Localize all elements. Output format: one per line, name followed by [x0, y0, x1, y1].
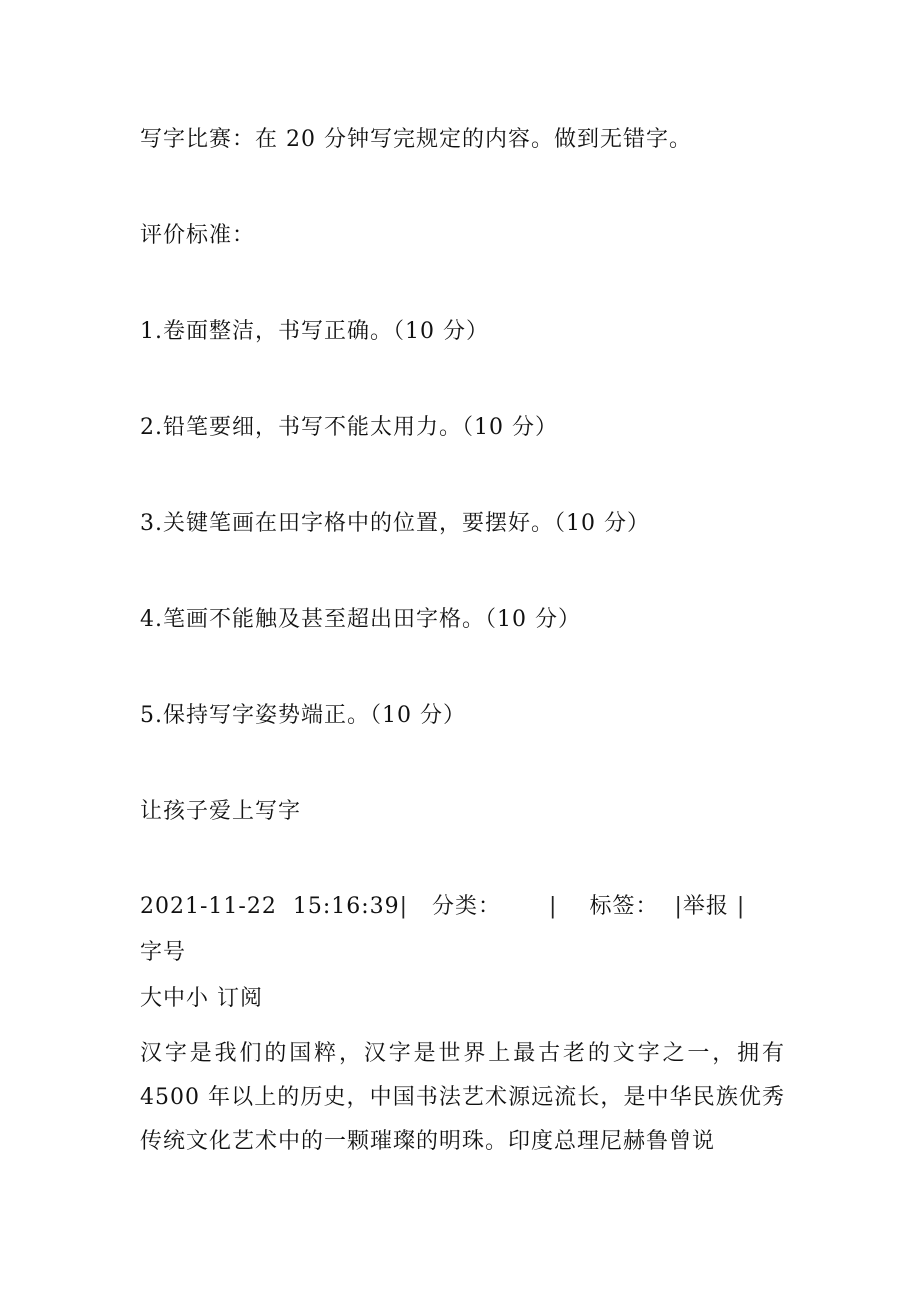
category-label: 分类：	[432, 894, 502, 919]
criteria-item-3: 3.关键笔画在田字格中的位置，要摆好。（10 分）	[140, 511, 650, 536]
criteria-item-1: 1.卷面整洁，书写正确。（10 分）	[140, 319, 489, 344]
meta-separator: |	[736, 894, 746, 919]
subscribe-link[interactable]: 订阅	[217, 986, 264, 1011]
font-size-small-link[interactable]: 小	[186, 986, 210, 1011]
report-link[interactable]: 举报	[682, 894, 729, 919]
meta-separator: |	[399, 894, 409, 919]
tags-label: 标签：	[589, 894, 659, 919]
criteria-heading: 评价标准：	[140, 223, 256, 248]
font-size-medium-link[interactable]: 中	[163, 986, 187, 1011]
post-timestamp: 2021-11-22 15:16:39	[140, 894, 400, 919]
article-body-paragraph: 汉字是我们的国粹，汉字是世界上最古老的文字之一，拥有 4500 年以上的历史，中国书法艺术源远流长，是中华民族优秀传统文化艺术中的一颗璀璨的明珠。印度总理尼赫鲁曾说	[140, 1041, 785, 1154]
article-meta	[140, 884, 785, 1022]
meta-separator: |	[674, 894, 683, 919]
meta-separator: |	[549, 894, 558, 919]
criteria-item-4: 4.笔画不能触及甚至超出田字格。（10 分）	[140, 607, 581, 632]
contest-description: 写字比赛：在 20 分钟写完规定的内容。做到无错字。	[140, 127, 692, 152]
criteria-item-5: 5.保持写字姿势端正。（10 分）	[140, 703, 466, 728]
font-size-label: 字号	[140, 940, 187, 965]
font-size-large-link[interactable]: 大	[140, 986, 164, 1011]
criteria-item-2: 2.铅笔要细，书写不能太用力。（10 分）	[140, 415, 558, 440]
article-title: 让孩子爱上写字	[140, 799, 302, 824]
